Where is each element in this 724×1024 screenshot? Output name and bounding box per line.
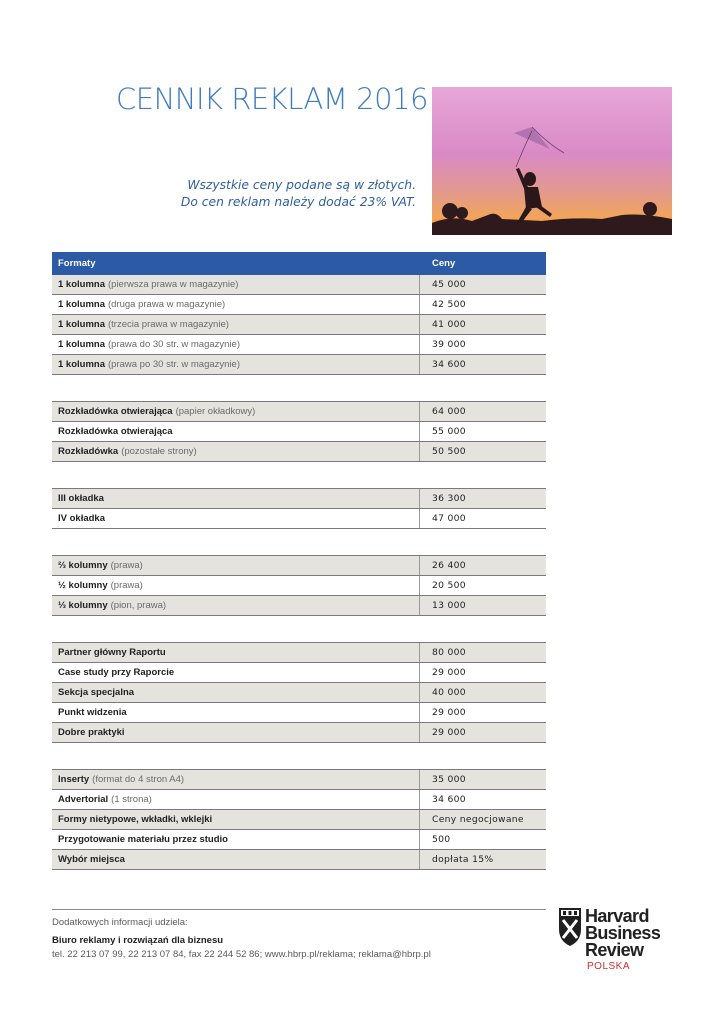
format-cell (52, 442, 420, 461)
price-cell: 42 500 (432, 299, 466, 310)
price-cell: 45 000 (432, 279, 466, 290)
group-spacer (52, 616, 546, 643)
vat-note-line-1: Wszystkie ceny podane są w złotych. (187, 178, 416, 192)
format-cell (52, 830, 420, 849)
format-name: Rozkładówka otwierająca (58, 426, 173, 437)
column-header-formats: Formaty (58, 258, 96, 269)
table-row (52, 315, 546, 335)
table-row (52, 830, 546, 850)
format-cell (52, 576, 420, 595)
format-cell (52, 489, 420, 508)
table-row (52, 790, 546, 810)
format-name: 1 kolumna (58, 299, 105, 310)
format-note: (prawa) (110, 560, 143, 571)
vat-note-line-2: Do cen reklam należy dodać 23% VAT. (180, 195, 416, 209)
format-name: III okładka (58, 493, 104, 504)
format-name: Wybór miejsca (58, 854, 125, 865)
format-cell (52, 402, 420, 421)
format-cell (52, 703, 420, 722)
table-row (52, 509, 546, 529)
format-note: (pozostałe strony) (121, 446, 197, 457)
price-cell: 29 000 (432, 667, 466, 678)
format-cell (52, 315, 420, 334)
footer-contact: tel. 22 213 07 99, 22 213 07 84, fax 22 244 52 86; www.hbrp.pl/reklama; reklama@hbrp.pl (52, 949, 431, 960)
format-note: (prawa po 30 str. w magazynie) (108, 359, 241, 370)
group-spacer (52, 529, 546, 556)
format-name: Formy nietypowe, wkładki, wklejki (58, 814, 213, 825)
format-name: Advertorial (58, 794, 109, 805)
footer-office: Biuro reklamy i rozwiązań dla biznesu (52, 935, 224, 946)
price-cell: 500 (432, 834, 451, 845)
format-cell (52, 422, 420, 441)
format-cell (52, 596, 420, 615)
price-cell: 64 000 (432, 406, 466, 417)
table-row (52, 422, 546, 442)
format-name: Rozkładówka otwierająca (58, 406, 173, 417)
price-cell: 34 600 (432, 794, 466, 805)
price-cell: 13 000 (432, 600, 466, 611)
format-cell (52, 556, 420, 575)
format-name: Partner główny Raportu (58, 647, 166, 658)
format-name: ⅓ kolumny (58, 600, 108, 611)
format-name: Inserty (58, 774, 90, 785)
hbr-polska-logo (558, 907, 678, 977)
price-cell: 80 000 (432, 647, 466, 658)
table-row (52, 703, 546, 723)
format-name: Punkt widzenia (58, 707, 127, 718)
table-row (52, 723, 546, 743)
vat-note (181, 177, 416, 211)
price-cell: 34 600 (432, 359, 466, 370)
table-row (52, 275, 546, 295)
format-note: (format do 4 stron A4) (92, 774, 185, 785)
table-row (52, 576, 546, 596)
price-cell: 55 000 (432, 426, 466, 437)
table-row (52, 810, 546, 830)
format-cell (52, 770, 420, 789)
format-name: ½ kolumny (58, 580, 108, 591)
format-cell (52, 663, 420, 682)
price-cell: 50 500 (432, 446, 466, 457)
price-cell: 40 000 (432, 687, 466, 698)
table-row (52, 335, 546, 355)
format-cell (52, 683, 420, 702)
format-name: 1 kolumna (58, 339, 105, 350)
format-cell (52, 790, 420, 809)
price-cell: 26 400 (432, 560, 466, 571)
price-cell: 39 000 (432, 339, 466, 350)
price-cell: dopłata 15% (432, 854, 494, 865)
price-cell: 29 000 (432, 727, 466, 738)
price-cell: 41 000 (432, 319, 466, 330)
format-note: (papier okładkowy) (175, 406, 256, 417)
footer-divider (52, 909, 546, 910)
format-cell (52, 335, 420, 354)
format-cell (52, 275, 420, 294)
format-cell (52, 850, 420, 869)
price-cell: 35 000 (432, 774, 466, 785)
kite-child-photo (432, 87, 672, 235)
table-row (52, 556, 546, 576)
price-cell: 20 500 (432, 580, 466, 591)
price-cell: 36 300 (432, 493, 466, 504)
table-header (52, 252, 546, 275)
format-name: 1 kolumna (58, 319, 105, 330)
price-cell: 47 000 (432, 513, 466, 524)
table-row (52, 643, 546, 663)
format-name: 1 kolumna (58, 279, 105, 290)
format-cell (52, 723, 420, 742)
table-row (52, 770, 546, 790)
format-cell (52, 509, 420, 528)
format-name: Rozkładówka (58, 446, 119, 457)
column-header-prices: Ceny (432, 258, 456, 269)
format-note: (prawa do 30 str. w magazynie) (108, 339, 241, 350)
format-cell (52, 355, 420, 374)
format-name: Case study przy Raporcie (58, 667, 175, 678)
group-spacer (52, 375, 546, 402)
table-row (52, 489, 546, 509)
group-spacer (52, 743, 546, 770)
table-row (52, 850, 546, 870)
price-cell: Ceny negocjowane (432, 814, 524, 825)
format-name: 1 kolumna (58, 359, 105, 370)
price-table (52, 252, 546, 870)
format-note: (prawa) (110, 580, 143, 591)
format-note: (pierwsza prawa w magazynie) (108, 279, 239, 290)
format-name: IV okładka (58, 513, 105, 524)
format-cell (52, 295, 420, 314)
format-cell (52, 643, 420, 662)
table-row (52, 442, 546, 462)
logo-word-harvard: Harvard (585, 906, 649, 926)
format-name: ⅔ kolumny (58, 560, 108, 571)
logo-polska: POLSKA (587, 961, 631, 972)
veritas-shield-icon (558, 907, 582, 947)
format-cell (52, 810, 420, 829)
format-note: (trzecia prawa w magazynie) (108, 319, 229, 330)
format-name: Przygotowanie materiału przez studio (58, 834, 228, 845)
format-name: Dobre praktyki (58, 727, 125, 738)
page-title: CENNIK REKLAM 2016 (116, 82, 428, 116)
table-row (52, 683, 546, 703)
table-row (52, 402, 546, 422)
table-body (52, 275, 546, 870)
format-note: (pion, prawa) (110, 600, 167, 611)
format-name: Sekcja specjalna (58, 687, 135, 698)
table-row (52, 355, 546, 375)
table-row (52, 663, 546, 683)
logo-word-review: Review (585, 940, 644, 960)
table-row (52, 295, 546, 315)
format-note: (1 strona) (111, 794, 152, 805)
format-note: (druga prawa w magazynie) (108, 299, 226, 310)
price-cell: 29 000 (432, 707, 466, 718)
footer-intro: Dodatkowych informacji udziela: (52, 917, 188, 928)
group-spacer (52, 462, 546, 489)
logo-word-business: Business (585, 923, 661, 943)
table-row (52, 596, 546, 616)
